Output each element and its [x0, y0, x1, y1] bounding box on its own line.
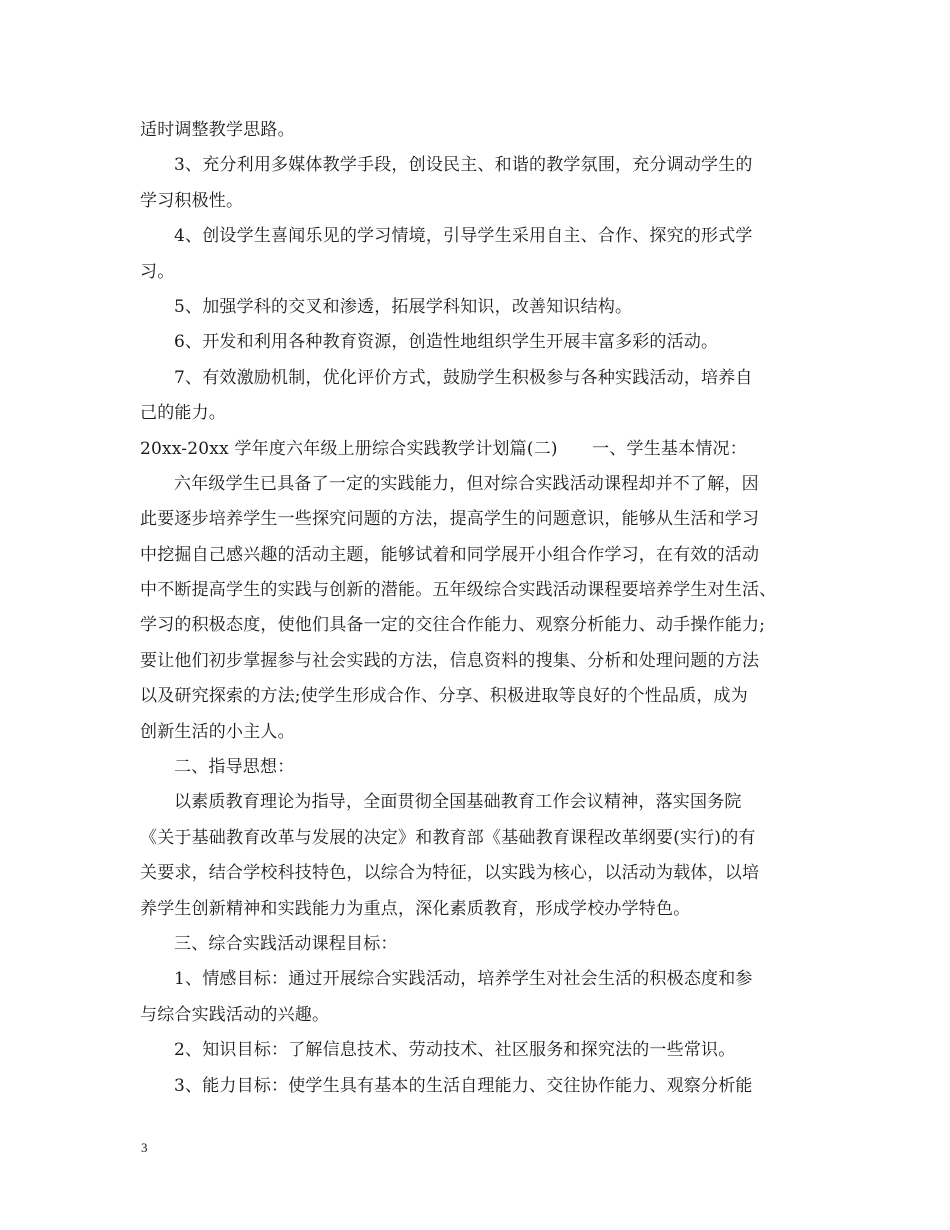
text-line: 三、综合实践活动课程目标：	[174, 933, 398, 954]
text-line: 1、情感目标：通过开展综合实践活动，培养学生对社会生活的积极态度和参	[174, 969, 753, 990]
text-line: 《关于基础教育改革与发展的决定》和教育部《基础教育课程改革纲要(实行)的有	[140, 827, 756, 848]
text-line: 此要逐步培养学生一些探究问题的方法，提高学生的问题意识，能够从生活和学习	[140, 509, 760, 530]
text-line: 中挖掘自己感兴趣的活动主题，能够试着和同学展开小组合作学习，在有效的活动	[140, 544, 760, 565]
text-line: 3、充分利用多媒体教学手段，创设民主、和谐的教学氛围，充分调动学生的	[174, 155, 753, 176]
text-line: 5、加强学科的交叉和渗透，拓展学科知识，改善知识结构。	[174, 296, 633, 317]
text-line: 适时调整教学思路。	[140, 120, 295, 140]
text-line: 20xx-20xx 学年度六年级上册综合实践教学计划篇(二) 一、学生基本情况：	[140, 438, 747, 459]
text-line: 养学生创新精神和实践能力为重点，深化素质教育，形成学校办学特色。	[140, 898, 691, 919]
page-number: 3	[141, 1140, 148, 1155]
text-line: 7、有效激励机制，优化评价方式，鼓励学生积极参与各种实践活动，培养自	[174, 367, 753, 388]
document-body	[140, 113, 830, 1104]
text-line: 与综合实践活动的兴趣。	[140, 1004, 330, 1025]
text-line: 二、指导思想：	[174, 757, 295, 778]
text-line: 要让他们初步掌握参与社会实践的方法，信息资料的搜集、分析和处理问题的方法	[140, 650, 760, 671]
text-line: 6、开发和利用各种教育资源，创造性地组织学生开展丰富多彩的活动。	[174, 332, 719, 353]
text-line: 六年级学生已具备了一定的实践能力，但对综合实践活动课程却并不了解，因	[174, 473, 759, 494]
text-line: 以及研究探索的方法;使学生形成合作、分享、积极进取等良好的个性品质，成为	[140, 686, 748, 707]
text-line: 创新生活的小主人。	[140, 721, 295, 742]
text-line: 以素质教育理论为指导，全面贯彻全国基础教育工作会议精神，落实国务院	[174, 792, 742, 813]
text-line: 己的能力。	[140, 403, 226, 424]
text-line: 学习的积极态度，使他们具备一定的交往合作能力、观察分析能力、动手操作能力;	[140, 615, 766, 636]
text-line: 3、能力目标：使学生具有基本的生活自理能力、交往协作能力、观察分析能	[174, 1075, 753, 1096]
text-line: 关要求，结合学校科技特色，以综合为特征，以实践为核心，以活动为载体，以培	[140, 863, 760, 884]
text-line: 4、创设学生喜闻乐见的学习情境，引导学生采用自主、合作、探究的形式学	[174, 226, 753, 247]
text-line: 学习积极性。	[140, 190, 244, 211]
text-line: 中不断提高学生的实践与创新的潜能。五年级综合实践活动课程要培养学生对生活、	[140, 580, 777, 601]
text-line: 2、知识目标：了解信息技术、劳动技术、社区服务和探究法的一些常识。	[174, 1040, 736, 1061]
text-line: 习。	[140, 261, 175, 282]
